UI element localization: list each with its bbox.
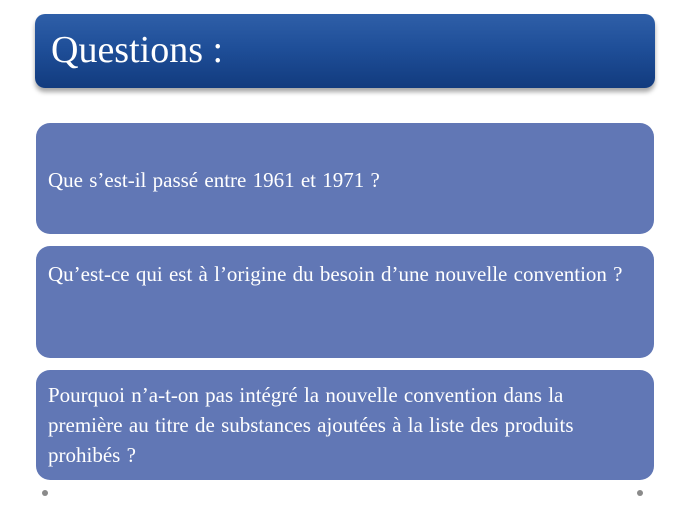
- question-text-2: Qu’est-ce qui est à l’origine du besoin d’une nouvelle convention ?: [48, 262, 623, 286]
- title-bar: [35, 14, 655, 88]
- decorative-dot-left: [42, 490, 48, 496]
- slide-title: Questions :: [51, 29, 224, 71]
- question-text-1: Que s’est-il passé entre 1961 et 1971 ?: [48, 168, 380, 192]
- question-box-1: [36, 123, 654, 234]
- decorative-dot-right: [637, 490, 643, 496]
- question-box-2: [36, 246, 654, 358]
- question-text-3: Pourquoi n’a-t-on pas intégré la nouvelle convention dans la première au titre de substances ajoutées à la liste des produits prohibés ?: [48, 383, 574, 467]
- question-box-3: [36, 370, 654, 480]
